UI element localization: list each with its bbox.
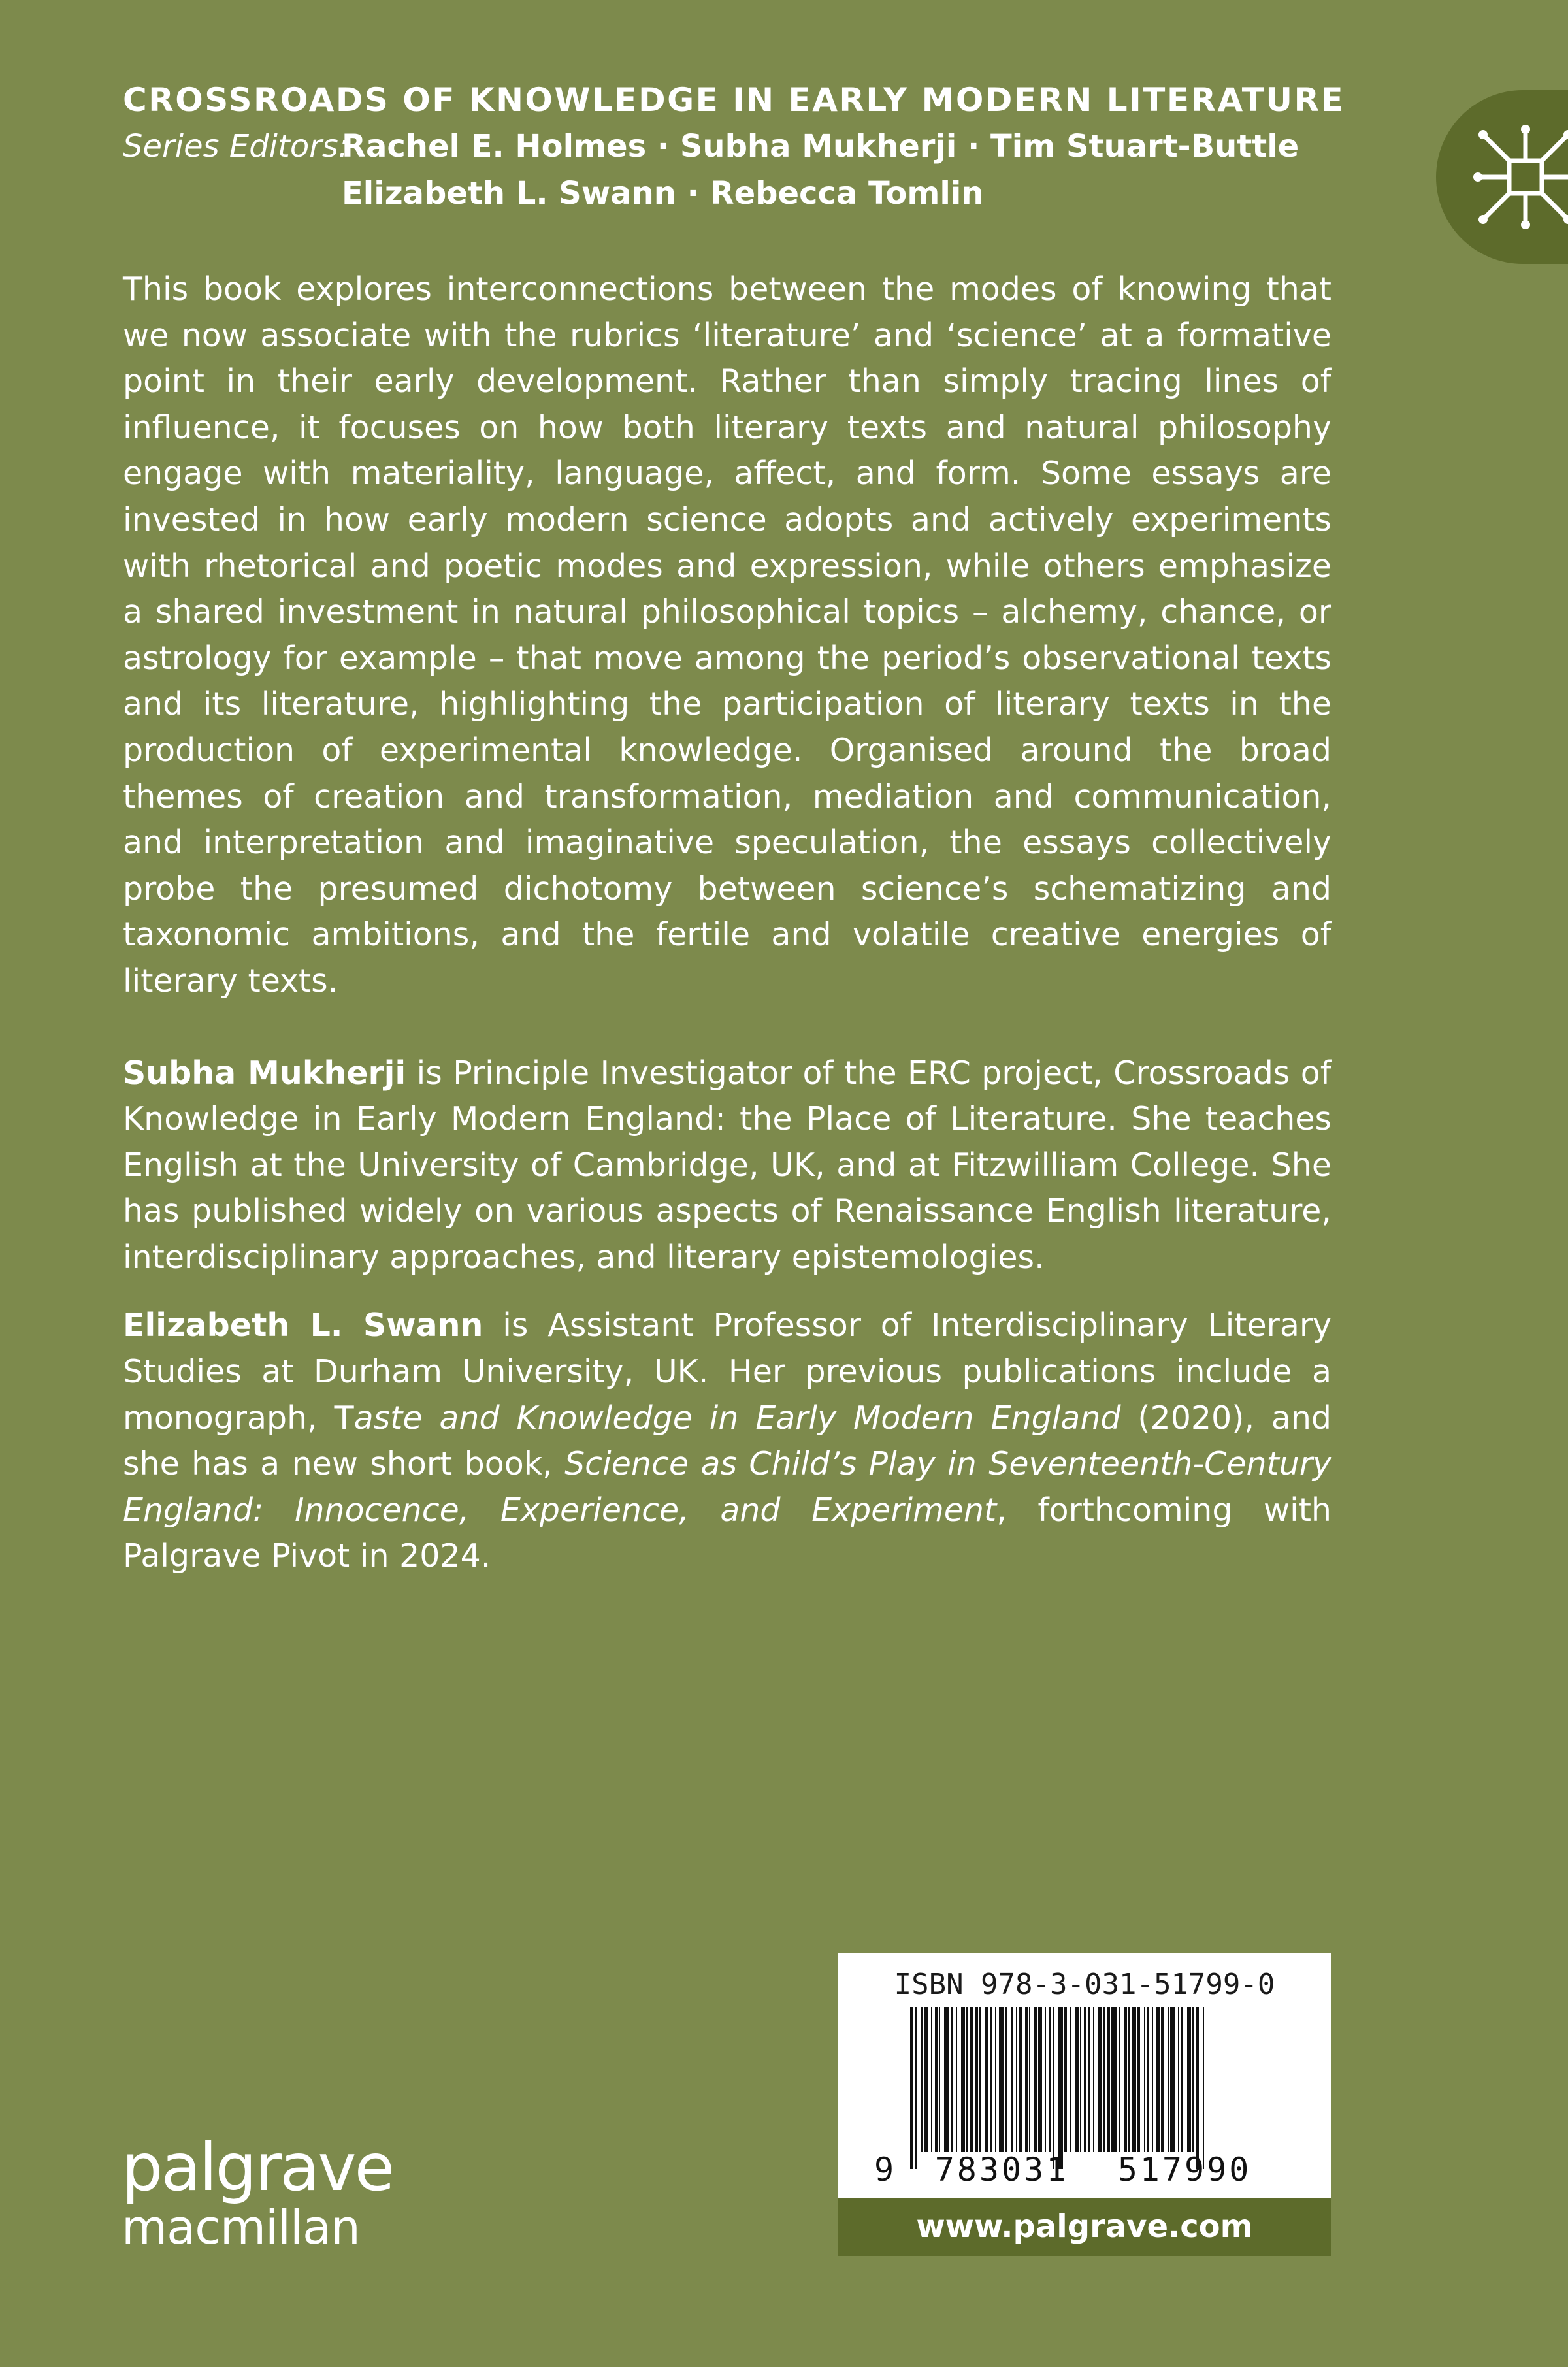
barcode-bar [985, 2007, 988, 2152]
barcode-bar [995, 2007, 996, 2152]
barcode-bar [1098, 2007, 1102, 2152]
author-bio-swann [123, 1303, 1331, 1580]
barcode-bar [1187, 2007, 1191, 2152]
book-title: aste and Knowledge in Early Modern England [353, 1399, 1121, 1437]
barcode-bar [1019, 2007, 1022, 2152]
cover-text [123, 77, 1345, 1580]
isbn-label: ISBN 978-3-031-51799-0 [894, 1968, 1275, 2001]
barcode-bar [939, 2007, 940, 2152]
barcode-graphic [838, 1953, 1331, 2198]
series-editors-label: Series Editors: [123, 128, 350, 165]
book-title: Science as Child’s Play in Seventeenth-Century England: Innocence, Experience, and Experiment [123, 1445, 1331, 1529]
barcode-bar [1203, 2007, 1204, 2169]
barcode-bar [1192, 2007, 1194, 2152]
barcode-bar [1107, 2007, 1110, 2152]
barcode-bar [1156, 2007, 1160, 2152]
barcode-bar [910, 2007, 913, 2169]
barcode-bar [1111, 2007, 1117, 2152]
book-description: This book explores interconnections between the modes of knowing that we now associate with the rubrics ‘literature’ and ‘science’ at a formative point in their early development. Rather than simply tracing lines of influence, it focuses on how both literary texts and natural philosophy engage with materiality, language, affect, and form. Some essays are invested in how early modern science adopts and actively experiments with rhetorical and poetic modes and expression, while others emphasize a shared investment in natural philosophical topics – alchemy, chance, or astrology for example – that move among the period’s observational texts and its literature, highlighting the participation of literary texts in the production of experimental knowledge. Organised around the broad themes of creation and transformation, mediation and communication, and interpretation and imaginative speculation, the essays collectively probe the presumed dichotomy between science’s schematizing and taxonomic ambitions, and the fertile and volatile creative energies of literary texts. [123, 270, 1331, 1000]
barcode-bar [1147, 2007, 1149, 2152]
publisher-url[interactable]: www.palgrave.com [838, 2198, 1331, 2256]
barcode-bar [915, 2007, 917, 2169]
palgrave-network-icon [1470, 122, 1568, 233]
barcode-digit-lead: 9 [874, 2151, 894, 2189]
barcode-bar [1093, 2007, 1094, 2152]
barcode-bar [1070, 2007, 1071, 2152]
barcode-bar [1011, 2007, 1013, 2152]
barcode-bar [1053, 2007, 1054, 2169]
barcode-bar [1124, 2007, 1127, 2152]
barcode-bar [1038, 2007, 1042, 2152]
barcode-bar [1075, 2007, 1079, 2152]
barcode-bar [1128, 2007, 1130, 2152]
barcode-bar [931, 2007, 932, 2152]
barcode-bar [999, 2007, 1004, 2152]
series-editors [123, 123, 1331, 217]
barcode-bar [1161, 2007, 1164, 2152]
barcode-bar [970, 2007, 973, 2152]
author-name: Subha Mukherji [123, 1054, 406, 1092]
series-title: CROSSROADS OF KNOWLEDGE IN EARLY MODERN LITERATURE [123, 81, 1345, 119]
barcode-bar [1181, 2007, 1183, 2152]
barcode-bar [1103, 2007, 1105, 2152]
author-bio-mukherji [123, 1051, 1331, 1281]
publisher-badge [1436, 90, 1568, 264]
author-bio-text: is Principle Investigator of the ERC project, Crossroads of Knowledge in Early Modern England: the Place of Literature. She teaches English at the University of Cambridge, UK, and at Fitzwilliam College. She has published widely on various aspects of Renaissance English literature, interdisciplinary approaches, and literary epistemologies. [123, 1054, 1331, 1276]
barcode-bar [966, 2007, 968, 2152]
publisher-logo-line-1: palgrave [122, 2129, 393, 2206]
publisher-logo-line-2: macmillan [122, 2200, 360, 2255]
barcode-bar [1088, 2007, 1090, 2152]
author-bio-text: is Assistant Professor of Interdisciplinary Literary Studies at Durham University, UK. Her previous publications include a monograph, T [123, 1307, 1331, 1437]
barcode-bar [1168, 2007, 1169, 2152]
barcode-digits-right: 517990 [1117, 2151, 1252, 2189]
barcode-bar [924, 2007, 928, 2152]
barcode-bar [935, 2007, 938, 2152]
barcode-bar [1144, 2007, 1145, 2152]
barcode-bar [1170, 2007, 1175, 2152]
barcode-bar [1178, 2007, 1179, 2152]
barcode-bar [951, 2007, 953, 2152]
barcode-bar [1049, 2007, 1051, 2152]
barcode-bar [956, 2007, 957, 2152]
barcode-bar [1119, 2007, 1120, 2152]
barcode-bar [1137, 2007, 1140, 2152]
barcode-bar [1025, 2007, 1028, 2152]
author-name: Elizabeth L. Swann [123, 1307, 483, 1345]
barcode-bar [979, 2007, 981, 2152]
barcode-bar [1058, 2007, 1063, 2169]
publisher-logo [122, 2129, 393, 2255]
barcode-bar [1005, 2007, 1007, 2152]
isbn-barcode [838, 1953, 1331, 2198]
barcode-bar [1196, 2007, 1199, 2169]
barcode-bar [975, 2007, 978, 2152]
barcode-bar [1152, 2007, 1153, 2152]
barcode-bar [1034, 2007, 1037, 2152]
barcode-bar [1064, 2007, 1067, 2152]
series-editors-names [342, 123, 1299, 217]
barcode-bar [990, 2007, 992, 2152]
barcode-bar [1080, 2007, 1081, 2152]
barcode-bar [1132, 2007, 1136, 2152]
barcode-bar [921, 2007, 923, 2152]
series-editors-line-2: Elizabeth L. Swann · Rebecca Tomlin [342, 175, 984, 212]
barcode-bar [1016, 2007, 1017, 2152]
barcode-bar [1045, 2007, 1046, 2152]
author-bio-text: (2020), and she has a new short book, [123, 1399, 1331, 1483]
series-editors-line-1: Rachel E. Holmes · Subha Mukherji · Tim Stuart-Buttle [342, 128, 1299, 165]
author-bio-text: , forthcoming with Palgrave Pivot in 2024. [123, 1491, 1331, 1575]
barcode-digits-left: 783031 [934, 2151, 1069, 2189]
barcode-bar [961, 2007, 965, 2152]
barcode-bar [944, 2007, 949, 2152]
barcode-bar [1084, 2007, 1086, 2152]
barcode-bar [1029, 2007, 1030, 2152]
